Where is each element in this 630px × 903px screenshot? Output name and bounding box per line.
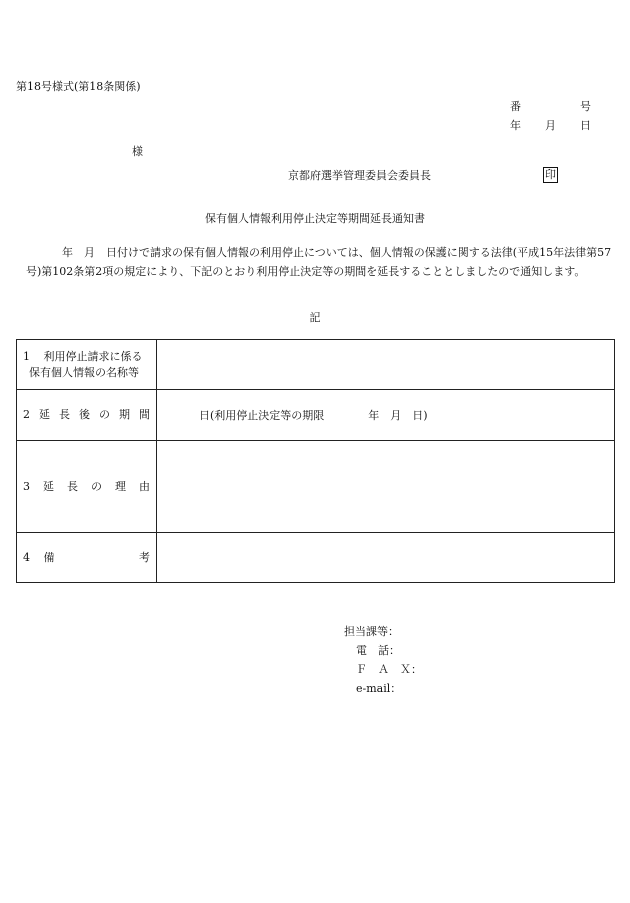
number-suffix: 号 <box>580 100 591 113</box>
label-line1: 利用停止請求に係る <box>43 349 143 363</box>
label-char: 後 <box>79 408 90 421</box>
date-year: 年 <box>510 119 521 132</box>
detail-table <box>16 339 615 583</box>
contact-email: e-mail： <box>356 682 402 695</box>
row-value <box>157 533 615 583</box>
label-char: 延 <box>43 479 54 493</box>
row-value: 日(利用停止決定等の期限 年 月 日) <box>157 390 615 441</box>
label-char: 長 <box>59 408 70 421</box>
row-number: 2 <box>23 408 30 421</box>
issuer-name: 京都府選挙管理委員会委員長 <box>288 169 431 182</box>
seal-stamp: 印 <box>545 168 556 181</box>
row-value <box>157 441 615 533</box>
label-char: 由 <box>139 479 150 493</box>
date-day: 日 <box>580 119 591 132</box>
label-char: 長 <box>67 479 78 493</box>
form-number: 第18号様式(第18条関係) <box>16 80 141 93</box>
row-label <box>17 533 157 583</box>
table-row <box>17 390 615 441</box>
row-number: 1 <box>23 349 30 363</box>
row-label <box>17 441 157 533</box>
row-label <box>17 340 157 390</box>
contact-block <box>344 622 422 698</box>
label-char: 理 <box>115 479 126 493</box>
table-row <box>17 441 615 533</box>
body-paragraph: 年 月 日付けで請求の保有個人情報の利用停止については、個人情報の保護に関する法律(平成15年法律第57号)第102条第2項の規定により、下記のとおり利用停止決定等の期間を延長することとしましたので通知します。 <box>26 246 612 278</box>
document-title: 保有個人情報利用停止決定等期間延長通知書 <box>205 212 425 225</box>
label-char: 備 <box>43 550 55 564</box>
label-char: の <box>99 408 110 421</box>
contact-phone: 電 話： <box>356 644 400 657</box>
recipient-suffix: 様 <box>132 145 143 158</box>
label-char: 延 <box>39 408 50 421</box>
contact-department: 担当課等： <box>344 625 399 638</box>
table-row <box>17 533 615 583</box>
label-line2: 保有個人情報の名称等 <box>29 365 139 379</box>
label-char: 間 <box>139 408 150 421</box>
label-char: 期 <box>119 408 130 421</box>
row-number: 3 <box>23 479 30 493</box>
row-value <box>157 340 615 390</box>
contact-fax: Ｆ Ａ Ｘ： <box>356 663 422 676</box>
label-char: 考 <box>139 550 150 564</box>
body-text <box>26 243 616 281</box>
label-char: の <box>91 479 102 493</box>
date-month: 月 <box>545 119 556 132</box>
row-number: 4 <box>23 550 30 564</box>
row-label <box>17 390 157 441</box>
table-row <box>17 340 615 390</box>
number-label: 番 <box>510 100 521 113</box>
ki-heading: 記 <box>309 311 321 324</box>
